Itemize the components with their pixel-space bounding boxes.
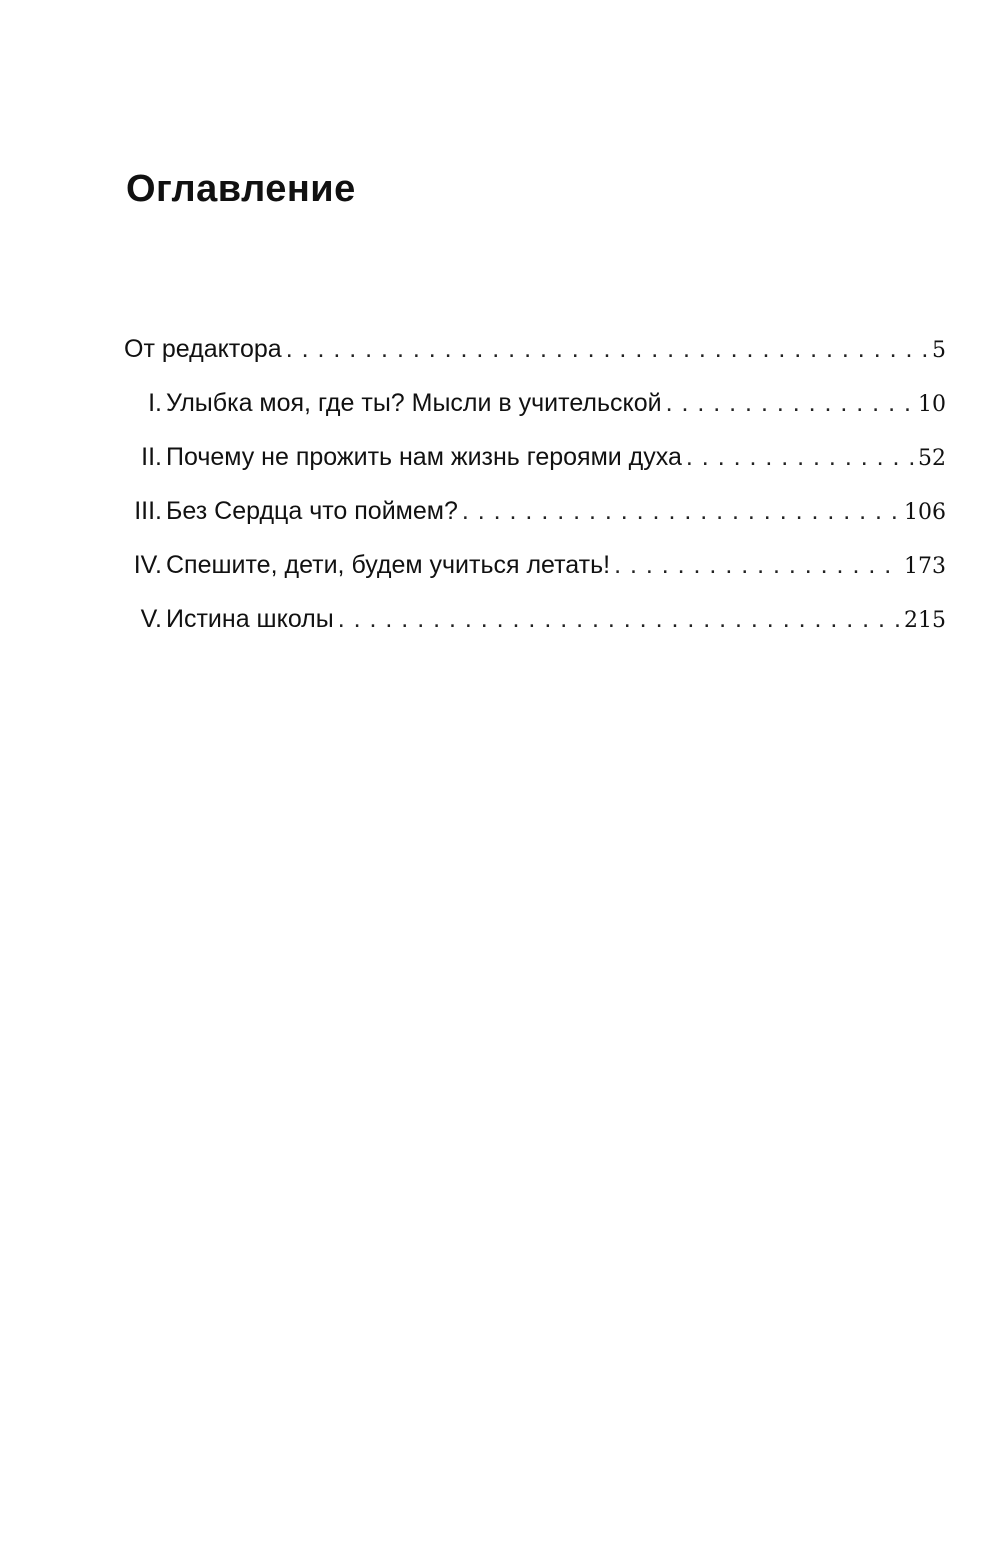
toc-entry-page: 52: [918, 446, 946, 471]
table-of-contents: [124, 322, 946, 646]
toc-entry-page: 173: [904, 554, 946, 579]
toc-entry-number: III.: [134, 497, 162, 525]
toc-entry-number: II.: [141, 443, 162, 471]
toc-entry-page: 10: [918, 392, 946, 417]
toc-dot-leader: [666, 376, 914, 430]
toc-entry-title: От редактора: [124, 335, 282, 363]
toc-entry-chapter-1[interactable]: [124, 376, 946, 430]
toc-dot-leader: [614, 538, 900, 592]
toc-entry-page: 5: [932, 338, 946, 363]
toc-entry-page: 106: [904, 500, 946, 525]
toc-entry-chapter-5[interactable]: [124, 592, 946, 646]
toc-dot-leader: [686, 430, 914, 484]
toc-entry-title: Истина школы: [166, 605, 334, 633]
toc-entry-chapter-4[interactable]: [124, 538, 946, 592]
toc-dot-leader: [338, 592, 900, 646]
toc-entry-number: IV.: [133, 551, 162, 579]
toc-entry-title: Без Сердца что поймем?: [166, 497, 458, 525]
toc-entry-number: I.: [148, 389, 162, 417]
toc-entry-editor[interactable]: [124, 322, 946, 376]
toc-entry-chapter-3[interactable]: [124, 484, 946, 538]
toc-entry-chapter-2[interactable]: [124, 430, 946, 484]
toc-entry-title: Улыбка моя, где ты? Мысли в учительской: [166, 389, 662, 417]
toc-entry-title: Почему не прожить нам жизнь героями духа: [166, 443, 682, 471]
page-title: Оглавление: [126, 168, 356, 210]
toc-entry-page: 215: [904, 608, 946, 633]
toc-dot-leader: [286, 322, 928, 376]
toc-entry-title: Спешите, дети, будем учиться летать!: [166, 551, 611, 579]
toc-dot-leader: [462, 484, 900, 538]
toc-entry-number: V.: [140, 605, 162, 633]
